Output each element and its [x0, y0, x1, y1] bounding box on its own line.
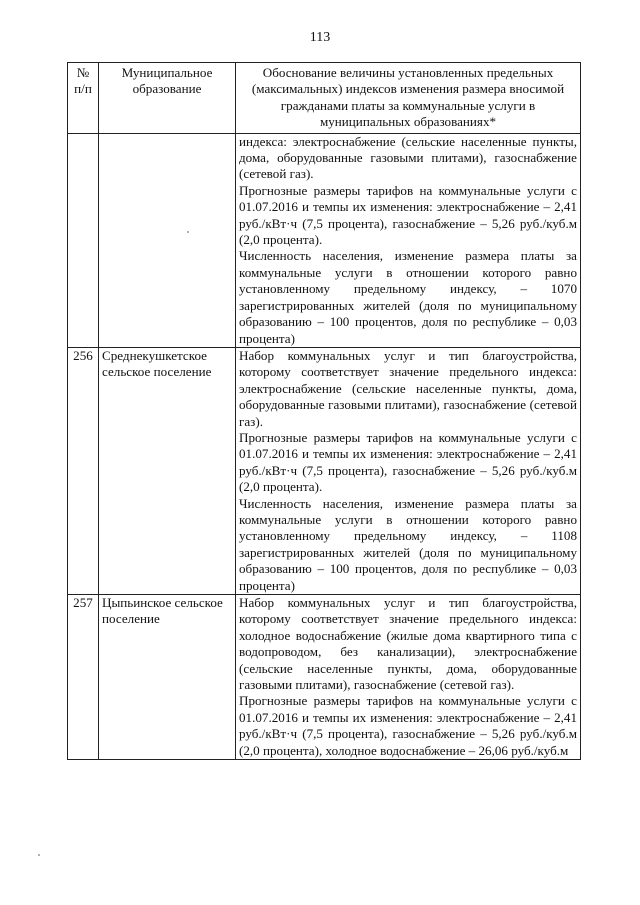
- row-justification: [236, 595, 581, 760]
- justification-paragraph: Прогнозные размеры тарифов на коммунальные услуги с 01.07.2016 и темпы их изменения: электроснабжение – 2,41 руб./кВт·ч (7,5 процента), газоснабжение – 5,26 руб./куб.м (2,0 процента).: [239, 429, 577, 495]
- justification-paragraph: Прогнозные размеры тарифов на коммунальные услуги с 01.07.2016 и темпы их изменения: электроснабжение – 2,41 руб./кВт·ч (7,5 процента), газоснабжение – 5,26 руб./куб.м (2,0 процента).: [239, 182, 577, 248]
- justification-paragraph: Прогнозные размеры тарифов на коммунальные услуги с 01.07.2016 и темпы их изменения: электроснабжение – 2,41 руб./кВт·ч (7,5 процента), газоснабжение – 5,26 руб./куб.м (2,0 процента), холодное водоснабжение – 26,06 руб./куб.м: [239, 693, 577, 758]
- row-municipality: [99, 133, 236, 347]
- justification-paragraph: Численность населения, изменение размера платы за коммунальные услуги в отношении которого равно установленному предельному индексу, – 1070 зарегистрированных жителей (доля по муниципальному образованию – 100 процентов, доля по республике – 0,03 процента): [239, 248, 577, 346]
- header-num: № п/п: [68, 63, 99, 134]
- row-municipality: Цыпьинское сельское поселение: [99, 595, 236, 760]
- row-municipality: Среднекушкетское сельское поселение: [99, 347, 236, 594]
- scan-speck: [38, 854, 40, 856]
- table-row: [68, 133, 581, 347]
- row-num: [68, 133, 99, 347]
- row-justification: [236, 133, 581, 347]
- row-num: 256: [68, 347, 99, 594]
- header-municipality: Муниципальное образование: [99, 63, 236, 134]
- table-header-row: [68, 63, 581, 134]
- justification-paragraph: Набор коммунальных услуг и тип благоустройства, которому соответствует значение предельного индекса: холодное водоснабжение (жилые дома квартирного типа с водопроводом, без канализации), электроснабжение (сельские населенные пункты, дома, оборудованные газовыми плитами), газоснабжение (сетевой газ).: [239, 595, 577, 693]
- justification-paragraph: Набор коммунальных услуг и тип благоустройства, которому соответствует значение предельного индекса: электроснабжение (сельские населенные пункты, дома, оборудованные газовыми плитами), газоснабжение (сетевой газ).: [239, 347, 577, 429]
- table-row: [68, 347, 581, 594]
- scan-speck: [187, 231, 189, 233]
- row-justification: [236, 347, 581, 594]
- justification-paragraph: индекса: электроснабжение (сельские населенные пункты, дома, оборудованные газовыми плитами), газоснабжение (сетевой газ).: [239, 133, 577, 182]
- page-number: 113: [309, 30, 331, 45]
- row-num: 257: [68, 595, 99, 760]
- justification-table: [67, 62, 581, 760]
- header-justification: Обоснование величины установленных предельных (максимальных) индексов изменения размера вносимой гражданами платы за коммунальные услуги в муниципальных образованиях*: [236, 63, 581, 134]
- table-row: [68, 595, 581, 760]
- justification-paragraph: Численность населения, изменение размера платы за коммунальные услуги в отношении которого равно установленному предельному индексу, – 1108 зарегистрированных жителей (доля по муниципальному образованию – 100 процентов, доля по республике – 0,03 процента): [239, 495, 577, 593]
